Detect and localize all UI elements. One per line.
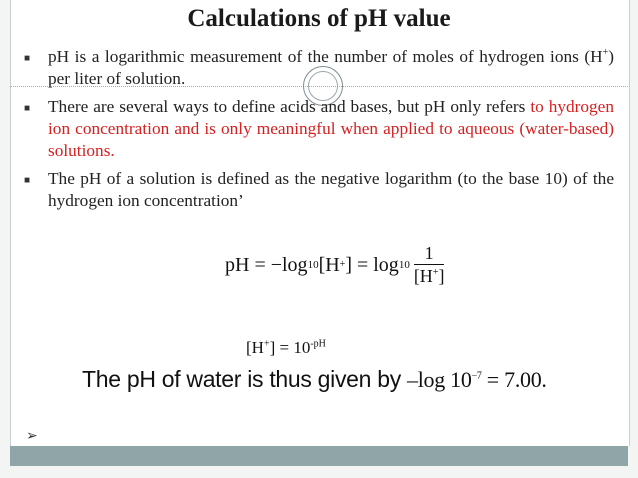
- h-concentration-formula: $[H^+] = 10^{-pH}$: [246, 338, 326, 357]
- bullet-text: The pH of a solution is defined as the negative logarithm (to the base 10) of the hydrogen ion concentration’: [48, 169, 614, 210]
- ph-formula: pH = −log 10 [H + ] = log 10 $\frac{1}{[H^+]}$: [225, 243, 445, 286]
- bullet-text: pH is a logarithmic measurement of the number of moles of hydrogen ions (H+) per liter of solution.: [48, 47, 614, 88]
- square-bullet-icon: ■: [24, 103, 31, 114]
- fraction: $\frac{1}{[H^+]}$: [413, 243, 445, 286]
- square-bullet-icon: ■: [24, 53, 31, 64]
- bullet-item: [24, 168, 614, 212]
- highlighted-text: to hydrogen ion concentration and is only meaningful when applied to aqueous (water-based) solutions.: [48, 97, 614, 160]
- slide-title: Calculations of pH value: [187, 5, 451, 32]
- arrow-bullet-icon: ➢: [26, 429, 38, 444]
- bullet-item: [24, 96, 614, 162]
- bullet-list: [24, 46, 614, 218]
- square-bullet-icon: ■: [24, 175, 31, 186]
- footer-band: [10, 446, 628, 466]
- bullet-item: [24, 46, 614, 90]
- bullet-text: There are several ways to define acids and bases, but pH only refers to hydrogen ion concentration and is only meaningful when applied to aqueous (water-based) solutions.: [48, 97, 614, 160]
- water-ph-statement: The pH of water is thus given by –log $10^{-7} = 7.00$.: [82, 366, 547, 392]
